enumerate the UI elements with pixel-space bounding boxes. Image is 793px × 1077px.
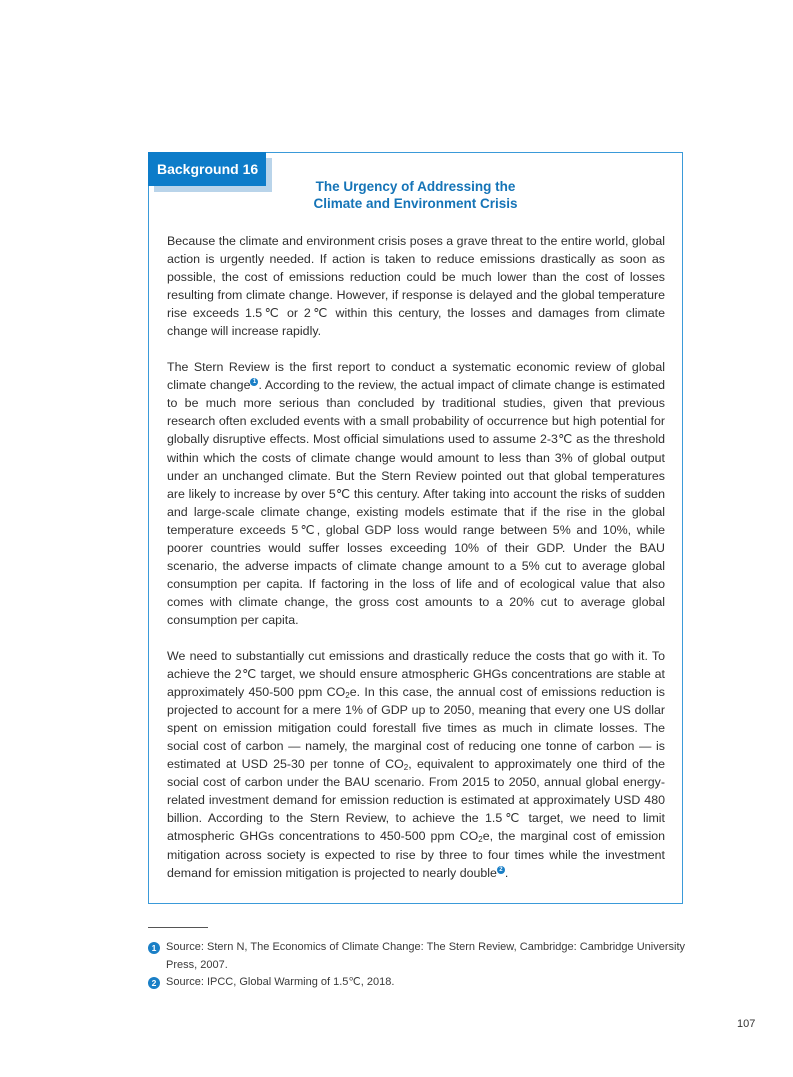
background-badge: Background 16	[148, 152, 266, 186]
footnote-ref-1-icon[interactable]: 1	[250, 378, 258, 386]
footnote-text: Source: Stern N, The Economics of Climate Change: The Stern Review, Cambridge: Cambridge University Press, 2007.	[166, 941, 685, 971]
footnote-number-1-icon: 1	[148, 942, 160, 954]
footnote-1	[148, 939, 685, 974]
paragraph-3-text-c: , equivalent to approximately one third of the social cost of carbon under the BAU scenario. From 2015 to 2050, annual global energy-related investment demand for emission reduction is estimated at approximately USD 480 billion. According to the Stern Review, to achieve the 1.5℃ target, we need to limit atmospheric GHGs concentrations to 450-500 ppm CO	[167, 757, 665, 844]
subscript: 2	[345, 691, 350, 701]
box-title-line2: Climate and Environment Crisis	[313, 196, 518, 211]
paragraph-1: Because the climate and environment crisis poses a grave threat to the entire world, global action is urgently needed. If action is taken to reduce emissions drastically as soon as possible, the cost of emissions reduction could be much lower than the cost of losses resulting from climate change. However, if response is delayed and the global temperature rise exceeds 1.5℃ or 2℃ within this century, the losses and damages from climate change will increase rapidly.	[167, 234, 665, 339]
page-number: 107	[737, 1018, 756, 1030]
paragraph-2-text-b: . According to the review, the actual impact of climate change is estimated to be much more serious than concluded by traditional studies, given that previous research often excluded events with a small probability of occurrence but high potential for globally disruptive effects. Most official simulations used to assume 2-3℃ as the threshold within which the costs of climate change would amount to less than 3% of global output under an unchanged climate. But the Stern Review pointed out that global temperatures are likely to increase by over 5℃ this century. After taking into account the risks of sudden and large-scale climate change, existing models estimate that if the rise in the global temperature exceeds 5℃, global GDP loss would range between 5% and 10%, while poorer countries would suffer losses exceeding 10% of their GDP. Under the BAU scenario, the adverse impacts of climate change amount to a 5% cut to average global consumption per capita. If factoring in the loss of life and of ecological value that also comes with climate change, the gross cost amounts to a 20% cut to average global consumption per capita.	[167, 378, 665, 627]
paragraph-2	[167, 358, 665, 629]
footnotes	[148, 939, 685, 992]
footnote-2	[148, 974, 685, 992]
footnote-divider	[148, 927, 208, 928]
paragraph-3-text-b: e. In this case, the annual cost of emissions reduction is projected to account for a mere 1% of GDP up to 2050, meaning that every one US dollar spent on emission mitigation could forestall five times as much in climate losses. The social cost of carbon — namely, the marginal cost of reducing one tonne of carbon — is estimated at USD 25-30 per tonne of CO	[167, 685, 665, 772]
paragraph-2-text-a: The Stern Review is the first report to conduct a systematic economic review of global climate change	[167, 360, 665, 393]
footnote-ref-2-icon[interactable]: 2	[497, 866, 505, 874]
subscript: 2	[478, 835, 483, 845]
paragraph-3	[167, 647, 665, 882]
footnote-number-2-icon: 2	[148, 977, 160, 989]
footnote-text: Source: IPCC, Global Warming of 1.5℃, 2018.	[166, 976, 395, 988]
paragraph-3-text-e: .	[504, 865, 509, 880]
paragraph-3-text-d: e, the marginal cost of emission mitigation across society is expected to rise by three to four times while the investment demand for emission mitigation is projected to nearly double	[167, 829, 665, 880]
box-title-line1: The Urgency of Addressing the	[315, 179, 516, 194]
box-body	[167, 232, 665, 900]
subscript: 2	[403, 763, 409, 773]
paragraph-3-text-a: We need to substantially cut emissions and drastically reduce the costs that go with it. To achieve the 2℃ target, we should ensure atmospheric GHGs concentrations are stable at approximately 450-500 ppm CO	[167, 648, 665, 700]
box-title	[148, 178, 683, 212]
